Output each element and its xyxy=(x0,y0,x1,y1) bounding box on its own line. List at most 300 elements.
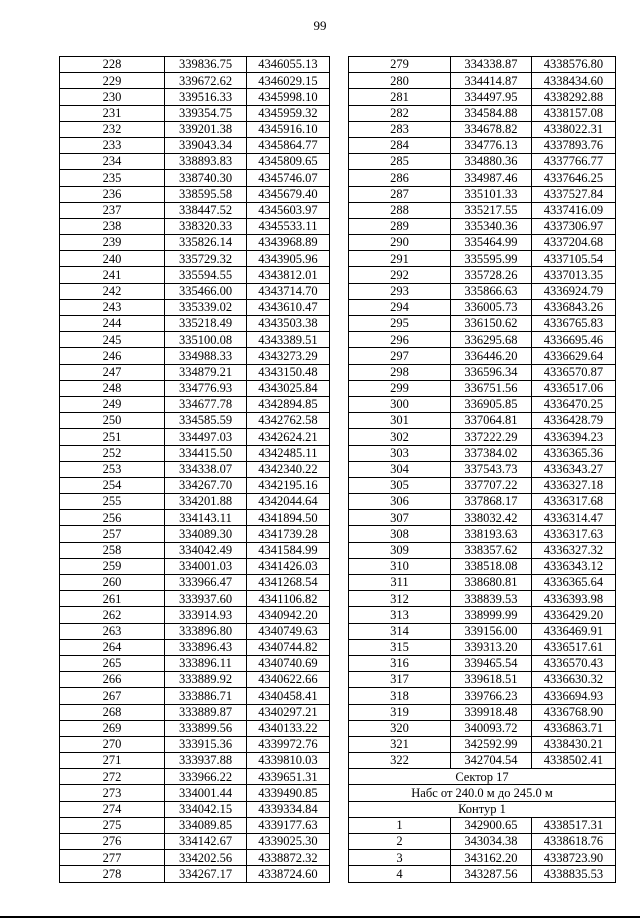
table-row xyxy=(349,866,616,882)
y-coordinate-cell: 4343150.48 xyxy=(246,364,329,380)
point-number-cell: 247 xyxy=(60,364,165,380)
point-number-cell: 258 xyxy=(60,542,165,558)
table-row xyxy=(349,380,616,396)
x-coordinate-cell: 334776.13 xyxy=(450,137,531,153)
x-coordinate-cell: 336150.62 xyxy=(450,316,531,332)
y-coordinate-cell: 4341584.99 xyxy=(246,542,329,558)
y-coordinate-cell: 4345533.11 xyxy=(246,218,329,234)
table-row xyxy=(349,316,616,332)
x-coordinate-cell: 333899.56 xyxy=(165,720,247,736)
point-number-cell: 255 xyxy=(60,494,165,510)
point-number-cell: 281 xyxy=(349,89,451,105)
x-coordinate-cell: 335100.08 xyxy=(165,332,247,348)
y-coordinate-cell: 4346055.13 xyxy=(246,57,329,73)
x-coordinate-cell: 333914.93 xyxy=(165,607,247,623)
y-coordinate-cell: 4339490.85 xyxy=(246,785,329,801)
table-row xyxy=(349,850,616,866)
table-row xyxy=(60,235,330,251)
y-coordinate-cell: 4337013.35 xyxy=(531,267,615,283)
point-number-cell: 318 xyxy=(349,688,451,704)
table-row xyxy=(349,137,616,153)
y-coordinate-cell: 4337646.25 xyxy=(531,170,615,186)
y-coordinate-cell: 4342195.16 xyxy=(246,477,329,493)
point-number-cell: 256 xyxy=(60,510,165,526)
point-number-cell: 244 xyxy=(60,316,165,332)
x-coordinate-cell: 339672.62 xyxy=(165,73,247,89)
point-number-cell: 285 xyxy=(349,154,451,170)
x-coordinate-cell: 340093.72 xyxy=(450,720,531,736)
x-coordinate-cell: 338032.42 xyxy=(450,510,531,526)
y-coordinate-cell: 4345679.40 xyxy=(246,186,329,202)
table-row xyxy=(349,510,616,526)
x-coordinate-cell: 335866.63 xyxy=(450,283,531,299)
x-coordinate-cell: 343162.20 xyxy=(450,850,531,866)
point-number-cell: 243 xyxy=(60,299,165,315)
point-number-cell: 253 xyxy=(60,461,165,477)
y-coordinate-cell: 4338022.31 xyxy=(531,121,615,137)
table-row xyxy=(60,477,330,493)
point-number-cell: 259 xyxy=(60,558,165,574)
point-number-cell: 280 xyxy=(349,73,451,89)
table-row xyxy=(60,348,330,364)
x-coordinate-cell: 335826.14 xyxy=(165,235,247,251)
x-coordinate-cell: 333915.36 xyxy=(165,736,247,752)
y-coordinate-cell: 4337766.77 xyxy=(531,154,615,170)
table-row xyxy=(349,170,616,186)
point-number-cell: 315 xyxy=(349,639,451,655)
y-coordinate-cell: 4341894.50 xyxy=(246,510,329,526)
x-coordinate-cell: 335464.99 xyxy=(450,235,531,251)
x-coordinate-cell: 335595.99 xyxy=(450,251,531,267)
point-number-cell: 311 xyxy=(349,575,451,591)
x-coordinate-cell: 334497.95 xyxy=(450,89,531,105)
y-coordinate-cell: 4343714.70 xyxy=(246,283,329,299)
point-number-cell: 236 xyxy=(60,186,165,202)
x-coordinate-cell: 339043.34 xyxy=(165,137,247,153)
y-coordinate-cell: 4336314.47 xyxy=(531,510,615,526)
x-coordinate-cell: 334677.78 xyxy=(165,396,247,412)
point-number-cell: 241 xyxy=(60,267,165,283)
y-coordinate-cell: 4341106.82 xyxy=(246,591,329,607)
coordinates-table-left xyxy=(59,56,330,883)
point-number-cell: 322 xyxy=(349,753,451,769)
x-coordinate-cell: 336596.34 xyxy=(450,364,531,380)
x-coordinate-cell: 339354.75 xyxy=(165,105,247,121)
point-number-cell: 313 xyxy=(349,607,451,623)
x-coordinate-cell: 333886.71 xyxy=(165,688,247,704)
table-row xyxy=(349,251,616,267)
x-coordinate-cell: 334776.93 xyxy=(165,380,247,396)
point-number-cell: 320 xyxy=(349,720,451,736)
point-number-cell: 271 xyxy=(60,753,165,769)
point-number-cell: 4 xyxy=(349,866,451,882)
table-row xyxy=(60,866,330,882)
table-row xyxy=(60,591,330,607)
table-row xyxy=(349,154,616,170)
x-coordinate-cell: 334001.03 xyxy=(165,558,247,574)
x-coordinate-cell: 338518.08 xyxy=(450,558,531,574)
table-row xyxy=(60,607,330,623)
sector-title-row xyxy=(349,769,616,785)
table-row xyxy=(349,218,616,234)
y-coordinate-cell: 4336924.79 xyxy=(531,283,615,299)
point-number-cell: 257 xyxy=(60,526,165,542)
point-number-cell: 229 xyxy=(60,73,165,89)
y-coordinate-cell: 4339334.84 xyxy=(246,801,329,817)
y-coordinate-cell: 4340942.20 xyxy=(246,607,329,623)
point-number-cell: 237 xyxy=(60,202,165,218)
point-number-cell: 268 xyxy=(60,704,165,720)
x-coordinate-cell: 334987.46 xyxy=(450,170,531,186)
y-coordinate-cell: 4345746.07 xyxy=(246,170,329,186)
point-number-cell: 287 xyxy=(349,186,451,202)
table-row xyxy=(60,73,330,89)
x-coordinate-cell: 335729.32 xyxy=(165,251,247,267)
y-coordinate-cell: 4336695.46 xyxy=(531,332,615,348)
point-number-cell: 297 xyxy=(349,348,451,364)
x-coordinate-cell: 337222.29 xyxy=(450,429,531,445)
height-range: Набс от 240.0 м до 245.0 м xyxy=(349,785,616,801)
table-row xyxy=(60,267,330,283)
x-coordinate-cell: 334988.33 xyxy=(165,348,247,364)
point-number-cell: 266 xyxy=(60,672,165,688)
y-coordinate-cell: 4342044.64 xyxy=(246,494,329,510)
y-coordinate-cell: 4342624.21 xyxy=(246,429,329,445)
y-coordinate-cell: 4336694.93 xyxy=(531,688,615,704)
point-number-cell: 230 xyxy=(60,89,165,105)
table-row xyxy=(60,137,330,153)
table-row xyxy=(60,769,330,785)
table-row xyxy=(349,57,616,73)
point-number-cell: 269 xyxy=(60,720,165,736)
point-number-cell: 242 xyxy=(60,283,165,299)
y-coordinate-cell: 4336393.98 xyxy=(531,591,615,607)
table-row xyxy=(60,89,330,105)
y-coordinate-cell: 4336630.32 xyxy=(531,672,615,688)
point-number-cell: 291 xyxy=(349,251,451,267)
x-coordinate-cell: 335101.33 xyxy=(450,186,531,202)
table-row xyxy=(60,494,330,510)
table-row xyxy=(349,89,616,105)
table-row xyxy=(349,817,616,833)
point-number-cell: 278 xyxy=(60,866,165,882)
x-coordinate-cell: 335339.02 xyxy=(165,299,247,315)
table-row xyxy=(349,283,616,299)
y-coordinate-cell: 4343812.01 xyxy=(246,267,329,283)
point-number-cell: 261 xyxy=(60,591,165,607)
y-coordinate-cell: 4339651.31 xyxy=(246,769,329,785)
table-row xyxy=(349,736,616,752)
y-coordinate-cell: 4336517.06 xyxy=(531,380,615,396)
point-number-cell: 263 xyxy=(60,623,165,639)
y-coordinate-cell: 4338292.88 xyxy=(531,89,615,105)
table-row xyxy=(60,429,330,445)
y-coordinate-cell: 4336394.23 xyxy=(531,429,615,445)
point-number-cell: 265 xyxy=(60,655,165,671)
point-number-cell: 238 xyxy=(60,218,165,234)
y-coordinate-cell: 4336470.25 xyxy=(531,396,615,412)
point-number-cell: 267 xyxy=(60,688,165,704)
x-coordinate-cell: 339465.54 xyxy=(450,655,531,671)
table-row xyxy=(349,267,616,283)
x-coordinate-cell: 339766.23 xyxy=(450,688,531,704)
y-coordinate-cell: 4336570.87 xyxy=(531,364,615,380)
x-coordinate-cell: 335466.00 xyxy=(165,283,247,299)
x-coordinate-cell: 336446.20 xyxy=(450,348,531,364)
table-row xyxy=(60,753,330,769)
x-coordinate-cell: 334089.85 xyxy=(165,817,247,833)
table-row xyxy=(349,526,616,542)
y-coordinate-cell: 4339025.30 xyxy=(246,834,329,850)
point-number-cell: 305 xyxy=(349,477,451,493)
x-coordinate-cell: 338893.83 xyxy=(165,154,247,170)
point-number-cell: 246 xyxy=(60,348,165,364)
point-number-cell: 296 xyxy=(349,332,451,348)
x-coordinate-cell: 338447.52 xyxy=(165,202,247,218)
x-coordinate-cell: 339618.51 xyxy=(450,672,531,688)
y-coordinate-cell: 4338724.60 xyxy=(246,866,329,882)
table-row xyxy=(60,672,330,688)
table-row xyxy=(60,558,330,574)
y-coordinate-cell: 4345603.97 xyxy=(246,202,329,218)
x-coordinate-cell: 333966.47 xyxy=(165,575,247,591)
y-coordinate-cell: 4338618.76 xyxy=(531,834,615,850)
table-row xyxy=(60,316,330,332)
point-number-cell: 312 xyxy=(349,591,451,607)
y-coordinate-cell: 4339810.03 xyxy=(246,753,329,769)
point-number-cell: 319 xyxy=(349,704,451,720)
table-row xyxy=(60,655,330,671)
table-row xyxy=(60,218,330,234)
x-coordinate-cell: 343287.56 xyxy=(450,866,531,882)
y-coordinate-cell: 4341426.03 xyxy=(246,558,329,574)
coordinates-table-right xyxy=(348,56,616,883)
point-number-cell: 299 xyxy=(349,380,451,396)
y-coordinate-cell: 4336428.79 xyxy=(531,413,615,429)
x-coordinate-cell: 333896.11 xyxy=(165,655,247,671)
table-row xyxy=(349,348,616,364)
table-row xyxy=(349,332,616,348)
point-number-cell: 277 xyxy=(60,850,165,866)
point-number-cell: 302 xyxy=(349,429,451,445)
y-coordinate-cell: 4339972.76 xyxy=(246,736,329,752)
point-number-cell: 264 xyxy=(60,639,165,655)
point-number-cell: 288 xyxy=(349,202,451,218)
table-row xyxy=(349,834,616,850)
y-coordinate-cell: 4336768.90 xyxy=(531,704,615,720)
x-coordinate-cell: 334584.88 xyxy=(450,105,531,121)
table-row xyxy=(60,688,330,704)
y-coordinate-cell: 4336570.43 xyxy=(531,655,615,671)
y-coordinate-cell: 4336429.20 xyxy=(531,607,615,623)
point-number-cell: 273 xyxy=(60,785,165,801)
y-coordinate-cell: 4336343.12 xyxy=(531,558,615,574)
x-coordinate-cell: 338357.62 xyxy=(450,542,531,558)
point-number-cell: 314 xyxy=(349,623,451,639)
point-number-cell: 304 xyxy=(349,461,451,477)
x-coordinate-cell: 334001.44 xyxy=(165,785,247,801)
page-bottom-edge xyxy=(0,916,640,918)
point-number-cell: 240 xyxy=(60,251,165,267)
x-coordinate-cell: 339836.75 xyxy=(165,57,247,73)
y-coordinate-cell: 4340133.22 xyxy=(246,720,329,736)
y-coordinate-cell: 4337204.68 xyxy=(531,235,615,251)
y-coordinate-cell: 4340749.63 xyxy=(246,623,329,639)
point-number-cell: 254 xyxy=(60,477,165,493)
point-number-cell: 262 xyxy=(60,607,165,623)
point-number-cell: 286 xyxy=(349,170,451,186)
x-coordinate-cell: 339201.38 xyxy=(165,121,247,137)
x-coordinate-cell: 334338.07 xyxy=(165,461,247,477)
table-row xyxy=(349,542,616,558)
y-coordinate-cell: 4340297.21 xyxy=(246,704,329,720)
point-number-cell: 234 xyxy=(60,154,165,170)
x-coordinate-cell: 334267.17 xyxy=(165,866,247,882)
table-row xyxy=(60,105,330,121)
point-number-cell: 233 xyxy=(60,137,165,153)
y-coordinate-cell: 4340740.69 xyxy=(246,655,329,671)
table-row xyxy=(349,623,616,639)
y-coordinate-cell: 4343503.38 xyxy=(246,316,329,332)
y-coordinate-cell: 4341739.28 xyxy=(246,526,329,542)
table-row xyxy=(60,801,330,817)
y-coordinate-cell: 4342485.11 xyxy=(246,445,329,461)
table-row xyxy=(60,57,330,73)
table-row xyxy=(60,834,330,850)
table-row xyxy=(349,396,616,412)
table-row xyxy=(60,510,330,526)
y-coordinate-cell: 4341268.54 xyxy=(246,575,329,591)
x-coordinate-cell: 334202.56 xyxy=(165,850,247,866)
table-row xyxy=(349,73,616,89)
x-coordinate-cell: 335218.49 xyxy=(165,316,247,332)
y-coordinate-cell: 4345864.77 xyxy=(246,137,329,153)
x-coordinate-cell: 336905.85 xyxy=(450,396,531,412)
table-row xyxy=(60,364,330,380)
table-row xyxy=(349,720,616,736)
y-coordinate-cell: 4346029.15 xyxy=(246,73,329,89)
point-number-cell: 284 xyxy=(349,137,451,153)
point-number-cell: 307 xyxy=(349,510,451,526)
x-coordinate-cell: 337064.81 xyxy=(450,413,531,429)
point-number-cell: 2 xyxy=(349,834,451,850)
point-number-cell: 290 xyxy=(349,235,451,251)
y-coordinate-cell: 4336517.61 xyxy=(531,639,615,655)
table-row xyxy=(349,607,616,623)
point-number-cell: 252 xyxy=(60,445,165,461)
y-coordinate-cell: 4343610.47 xyxy=(246,299,329,315)
y-coordinate-cell: 4336469.91 xyxy=(531,623,615,639)
point-number-cell: 251 xyxy=(60,429,165,445)
x-coordinate-cell: 339313.20 xyxy=(450,639,531,655)
point-number-cell: 245 xyxy=(60,332,165,348)
x-coordinate-cell: 334267.70 xyxy=(165,477,247,493)
table-row xyxy=(60,526,330,542)
x-coordinate-cell: 333889.92 xyxy=(165,672,247,688)
point-number-cell: 295 xyxy=(349,316,451,332)
table-row xyxy=(60,202,330,218)
table-row xyxy=(60,413,330,429)
x-coordinate-cell: 338193.63 xyxy=(450,526,531,542)
table-row xyxy=(349,672,616,688)
x-coordinate-cell: 335217.55 xyxy=(450,202,531,218)
y-coordinate-cell: 4345916.10 xyxy=(246,121,329,137)
x-coordinate-cell: 334414.87 xyxy=(450,73,531,89)
y-coordinate-cell: 4336317.63 xyxy=(531,526,615,542)
y-coordinate-cell: 4337893.76 xyxy=(531,137,615,153)
contour-title: Контур 1 xyxy=(349,801,616,817)
x-coordinate-cell: 334042.49 xyxy=(165,542,247,558)
y-coordinate-cell: 4336327.32 xyxy=(531,542,615,558)
point-number-cell: 303 xyxy=(349,445,451,461)
point-number-cell: 283 xyxy=(349,121,451,137)
point-number-cell: 289 xyxy=(349,218,451,234)
x-coordinate-cell: 338740.30 xyxy=(165,170,247,186)
point-number-cell: 272 xyxy=(60,769,165,785)
y-coordinate-cell: 4338576.80 xyxy=(531,57,615,73)
point-number-cell: 249 xyxy=(60,396,165,412)
y-coordinate-cell: 4343905.96 xyxy=(246,251,329,267)
table-row xyxy=(349,364,616,380)
table-row xyxy=(60,461,330,477)
x-coordinate-cell: 339918.48 xyxy=(450,704,531,720)
table-row xyxy=(60,639,330,655)
x-coordinate-cell: 333896.43 xyxy=(165,639,247,655)
point-number-cell: 276 xyxy=(60,834,165,850)
table-row xyxy=(349,186,616,202)
table-row xyxy=(60,380,330,396)
table-row xyxy=(349,575,616,591)
table-row xyxy=(349,202,616,218)
x-coordinate-cell: 337707.22 xyxy=(450,477,531,493)
y-coordinate-cell: 4343968.89 xyxy=(246,235,329,251)
y-coordinate-cell: 4339177.63 xyxy=(246,817,329,833)
y-coordinate-cell: 4336317.68 xyxy=(531,494,615,510)
table-row xyxy=(349,461,616,477)
y-coordinate-cell: 4338430.21 xyxy=(531,736,615,752)
table-row xyxy=(349,235,616,251)
x-coordinate-cell: 334042.15 xyxy=(165,801,247,817)
point-number-cell: 316 xyxy=(349,655,451,671)
point-number-cell: 294 xyxy=(349,299,451,315)
point-number-cell: 248 xyxy=(60,380,165,396)
point-number-cell: 301 xyxy=(349,413,451,429)
table-row xyxy=(349,299,616,315)
x-coordinate-cell: 334678.82 xyxy=(450,121,531,137)
point-number-cell: 274 xyxy=(60,801,165,817)
table-row xyxy=(60,736,330,752)
point-number-cell: 275 xyxy=(60,817,165,833)
y-coordinate-cell: 4336863.71 xyxy=(531,720,615,736)
table-row xyxy=(60,720,330,736)
table-row xyxy=(349,413,616,429)
y-coordinate-cell: 4337306.97 xyxy=(531,218,615,234)
x-coordinate-cell: 338595.58 xyxy=(165,186,247,202)
table-row xyxy=(60,154,330,170)
y-coordinate-cell: 4337105.54 xyxy=(531,251,615,267)
point-number-cell: 306 xyxy=(349,494,451,510)
table-row xyxy=(349,591,616,607)
y-coordinate-cell: 4340458.41 xyxy=(246,688,329,704)
x-coordinate-cell: 338680.81 xyxy=(450,575,531,591)
y-coordinate-cell: 4336343.27 xyxy=(531,461,615,477)
y-coordinate-cell: 4338157.08 xyxy=(531,105,615,121)
x-coordinate-cell: 338999.99 xyxy=(450,607,531,623)
x-coordinate-cell: 335728.26 xyxy=(450,267,531,283)
point-number-cell: 228 xyxy=(60,57,165,73)
x-coordinate-cell: 333896.80 xyxy=(165,623,247,639)
table-row xyxy=(60,785,330,801)
